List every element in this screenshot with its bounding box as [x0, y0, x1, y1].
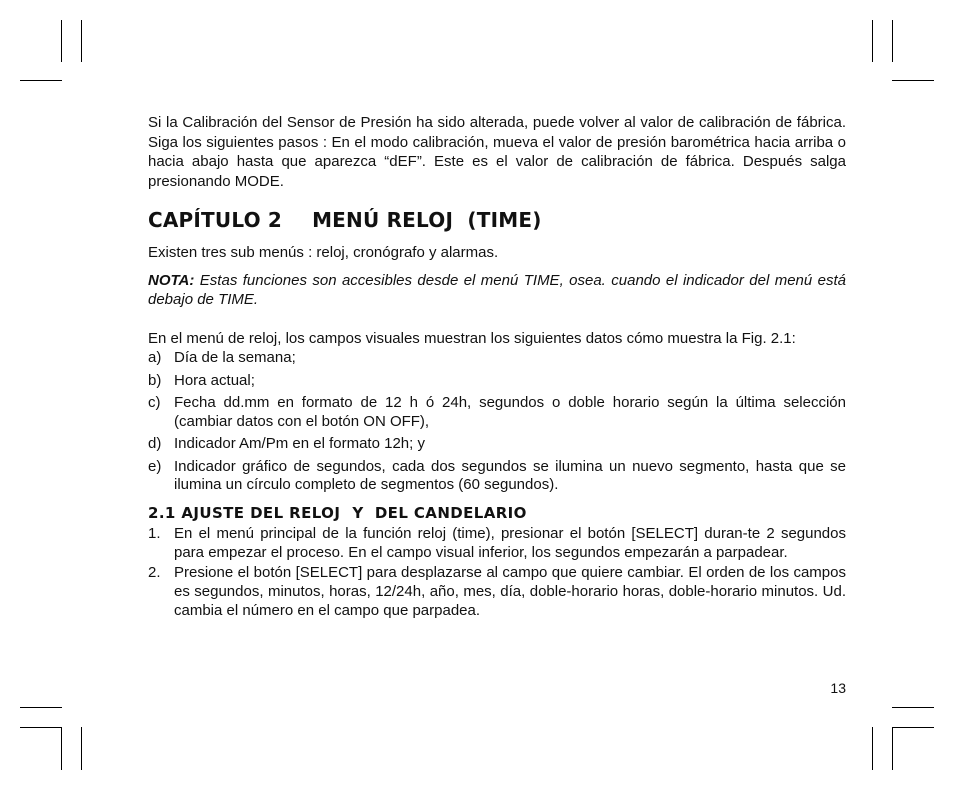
crop-mark-top-left-v1: [61, 20, 62, 62]
list-item-text: Indicador gráfico de segundos, cada dos segundos se ilumina un nuevo segmento, hasta que se ilumina un círculo completo de segmentos (60 segundos).: [174, 457, 846, 493]
list-marker: d): [148, 435, 162, 452]
crop-mark-bottom-left-v2: [81, 727, 82, 770]
list-item-text: Hora actual;: [174, 371, 255, 389]
section-title-b: Y DEL CANDELARIO: [352, 503, 527, 522]
submenus-line: Existen tres sub menús : reloj, cronógrafo y alarmas.: [148, 244, 499, 261]
crop-mark-bottom-left-h2: [20, 727, 62, 728]
step-item: [148, 524, 846, 562]
crop-mark-bottom-right-h1: [892, 707, 934, 708]
step-marker: 2.: [148, 563, 161, 581]
list-marker: e): [148, 457, 162, 475]
section-heading: [148, 504, 846, 523]
crop-mark-top-right-v2: [892, 20, 893, 62]
list-marker: c): [148, 394, 161, 411]
list-item: [148, 372, 846, 391]
page-content: [148, 113, 846, 620]
list-item-text: Indicador Am/Pm en el formato 12h; y: [174, 435, 425, 452]
crop-mark-top-right-v1: [872, 20, 873, 62]
note-label: NOTA:: [148, 271, 195, 289]
display-paragraph: En el menú de reloj, los campos visuales muestran los siguientes datos cómo muestra la Fig. 2.1:: [148, 329, 796, 347]
chapter-heading: [148, 207, 846, 233]
crop-mark-top-right-h: [892, 80, 934, 81]
display-items-list: [148, 349, 846, 495]
list-item-text: Día de la semana;: [174, 349, 296, 366]
list-marker: b): [148, 371, 162, 389]
section-title-a: 2.1 AJUSTE DEL RELOJ: [148, 503, 341, 522]
page-number: 13: [830, 680, 846, 696]
steps-list: [148, 524, 846, 620]
step-marker: 1.: [148, 524, 161, 542]
crop-mark-bottom-left-v1: [61, 727, 62, 770]
list-item: [148, 435, 846, 454]
step-text: En el menú principal de la función reloj (time), presionar el botón [SELECT] duran-te 2 segundos para empezar el proceso. En el campo visual inferior, los segundos empezarán a parpadear.: [174, 524, 846, 561]
chapter-number: CAPÍTULO 2: [148, 208, 283, 232]
crop-mark-top-left-v2: [81, 20, 82, 62]
note-text: Estas funciones son accesibles desde el menú TIME, osea. cuando el indicador del menú está debajo de TIME.: [148, 271, 846, 308]
crop-mark-bottom-right-v1: [872, 727, 873, 770]
crop-mark-bottom-left-h1: [20, 707, 62, 708]
list-item: [148, 394, 846, 431]
crop-mark-top-left-h: [20, 80, 62, 81]
step-item: [148, 563, 846, 620]
crop-mark-bottom-right-v2: [892, 727, 893, 770]
step-text: Presione el botón [SELECT] para desplazarse al campo que quiere cambiar. El orden de los campos es segundos, minutos, horas, 12/24h, año, mes, día, doble-horario horas, doble-horario minutos. Ud. cambia el número en el campo que parpadea.: [174, 563, 846, 619]
list-item: [148, 458, 846, 495]
list-item: [148, 349, 846, 368]
chapter-title: MENÚ RELOJ (TIME): [312, 208, 542, 232]
note-paragraph: [148, 271, 846, 310]
list-marker: a): [148, 349, 162, 366]
crop-mark-bottom-right-h2: [892, 727, 934, 728]
intro-paragraph: Si la Calibración del Sensor de Presión ha sido alterada, puede volver al valor de calibración de fábrica. Siga los siguientes pasos : En el modo calibración, mueva el valor de presión barométrica hacia arriba o hacia abajo hasta que aparezca “dEF”. Este es el valor de calibración de fábrica. Después salga presionando MODE.: [148, 114, 846, 190]
list-item-text: Fecha dd.mm en formato de 12 h ó 24h, segundos o doble horario según la última selección (cambiar datos con el botón ON OFF),: [174, 394, 846, 430]
